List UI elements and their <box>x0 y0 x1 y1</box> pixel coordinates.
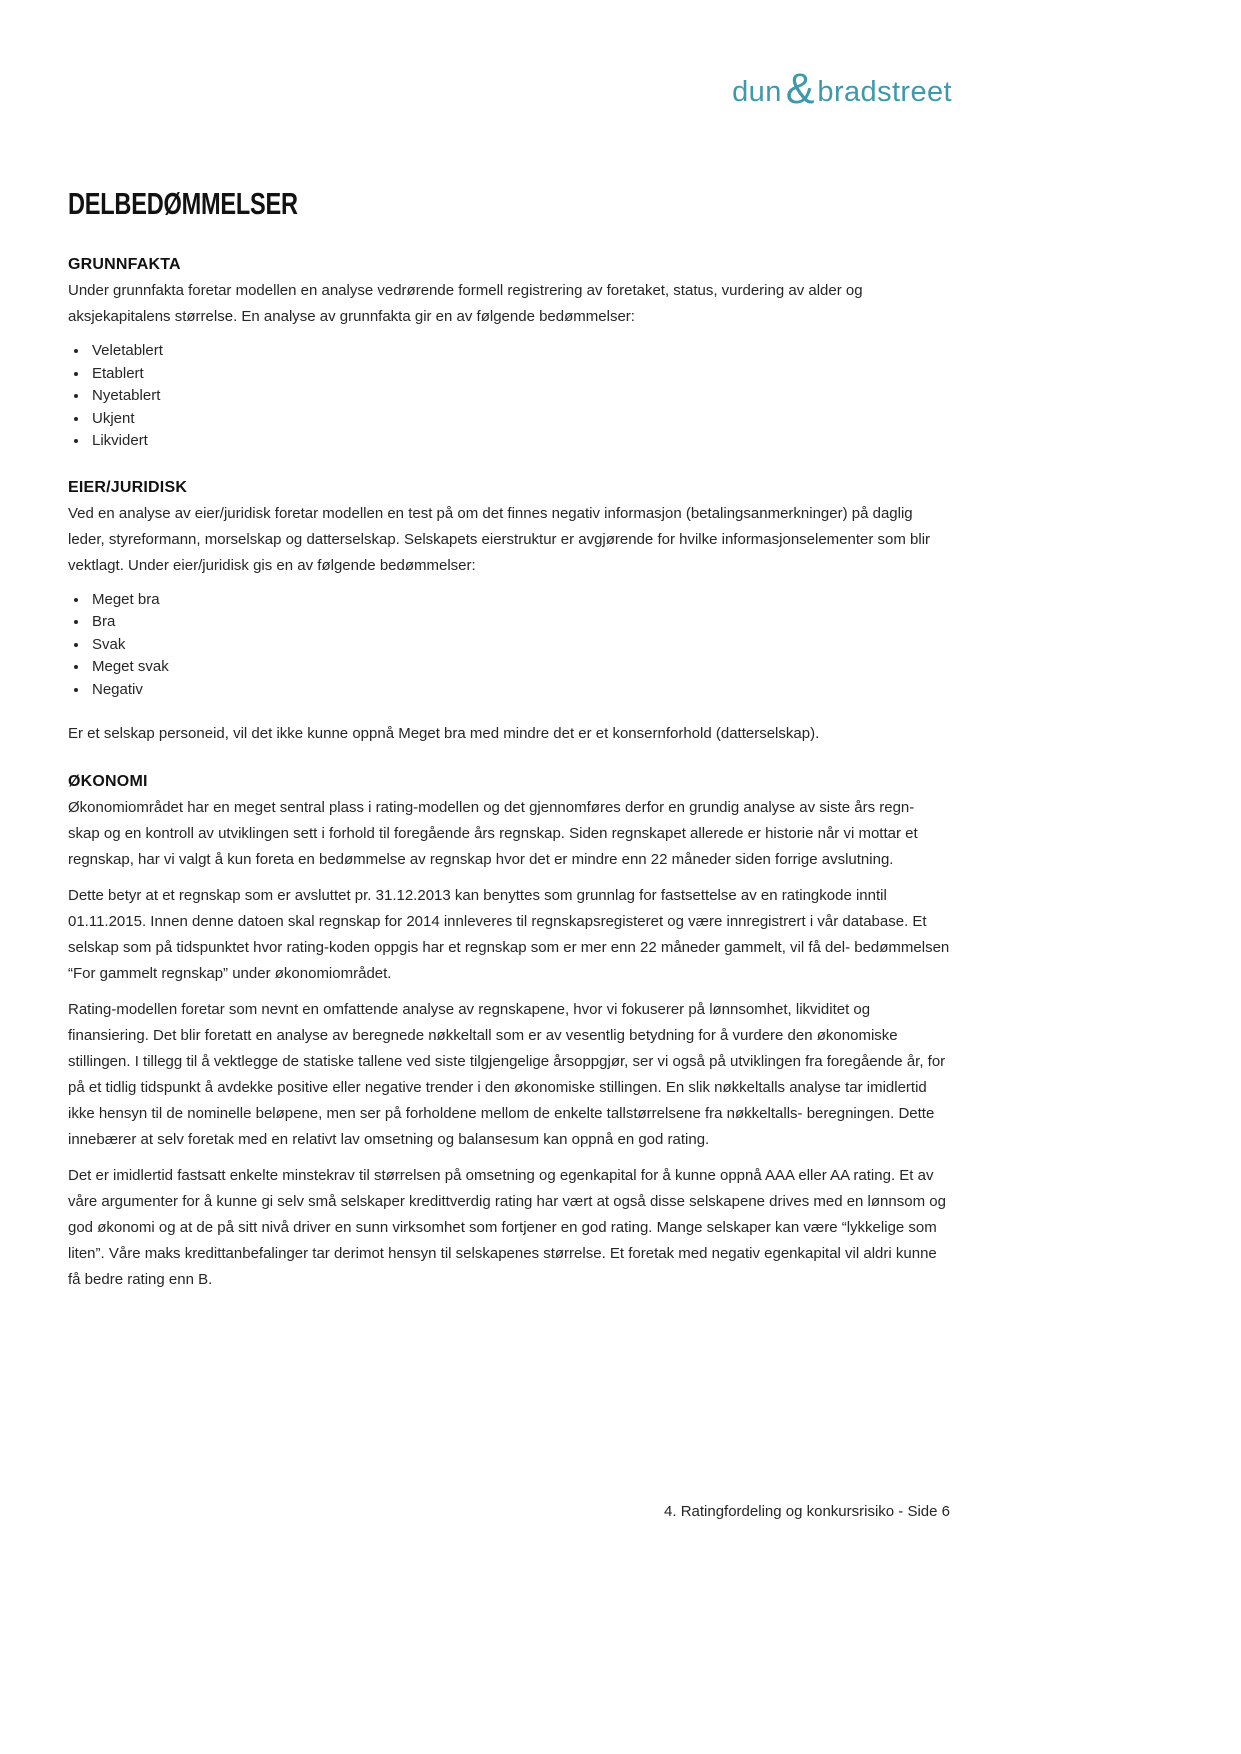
list-item: • Meget bra <box>89 589 950 612</box>
logo-text-bradstreet: bradstreet <box>817 76 952 108</box>
page-title: DELBEDØMMELSER <box>68 186 298 221</box>
paragraph-eier-juridisk-note: Er et selskap personeid, vil det ikke kunne oppnå Meget bra med mindre det er et konsernforhold (datterselskap). <box>68 725 820 742</box>
bullet-list-eier-juridisk <box>68 589 950 702</box>
list-item: • Likvidert <box>89 430 950 453</box>
logo-ampersand-icon: & <box>785 65 815 113</box>
logo-text-dun: dun <box>732 76 782 108</box>
paragraph-eier-juridisk-intro: Ved en analyse av eier/juridisk foretar modellen en test på om det finnes negativ informasjon (betalingsanmerkninger) på daglig leder, styreformann, morselskap og datterselskap. Selskapets eierstruktur er avgjørende for hvilke informasjonselementer som blir vektlagt. Under eier/juridisk gis en av følgende bedømmelser: <box>68 504 931 574</box>
list-item: • Etablert <box>89 363 950 386</box>
paragraph-grunnfakta-intro: Under grunnfakta foretar modellen en analyse vedrørende formell registrering av foretaket, status, vurdering av alder og aksjekapitalens størrelse. En analyse av grunnfakta gir en av følgende bedømmelser: <box>68 282 863 325</box>
bullet-list-grunnfakta <box>68 340 950 453</box>
list-item: • Veletablert <box>89 340 950 363</box>
list-item: • Ukjent <box>89 408 950 431</box>
paragraph-okonomi-2: Dette betyr at et regnskap som er avsluttet pr. 31.12.2013 kan benyttes som grunnlag for fastsettelse av en ratingkode inntil 01.11.2015. Innen denne datoen skal regnskap for 2014 innleveres til regnskapsregisteret og være innregistrert i vår database. Et selskap som på tidspunktet hvor rating-koden oppgis har et regnskap som er mer enn 22 måneder gammelt, vil få del- bedømmelsen “For gammelt regnskap” under økonomiområdet. <box>68 887 950 982</box>
paragraph-okonomi-3: Rating-modellen foretar som nevnt en omfattende analyse av regnskapene, hvor vi fokuserer på lønnsomhet, likviditet og finansiering. Det blir foretatt en analyse av beregnede nøkkeltall som er av vesentlig betydning for å vurdere den økonomiske stillingen. I tillegg til å vektlegge de statiske tallene ved siste tilgjengelige årsoppgjør, ser vi også på utviklingen fra foregående år, for på et tidlig tidspunkt å avdekke positive eller negative trender i den økonomiske stillingen. En slik nøkkeltalls analyse tar imidlertid ikke hensyn til de nominelle beløpene, men ser på forholdene mellom de enkelte tallstørrelsene fra nøkkeltalls- beregningen. Dette innebærer at selv foretak med en relativt lav omsetning og balansesum kan oppnå en god rating. <box>68 1001 946 1148</box>
section-grunnfakta <box>68 252 950 453</box>
list-item: • Negativ <box>89 679 950 702</box>
paragraph-okonomi-4: Det er imidlertid fastsatt enkelte minstekrav til størrelsen på omsetning og egenkapital for å kunne oppnå AAA eller AA rating. Et av våre argumenter for å kunne gi selv små selskaper kredittverdig rating har vært at også disse selskapene drives med en lønnsom og god økonomi og at de på sitt nivå driver en sunn virksomhet som fortjener en god rating. Mange selskaper kan være “lykkelige som liten”. Våre maks kredittanbefalinger tar derimot hensyn til selskapenes størrelse. Et foretak med negativ egenkapital vil aldri kunne få bedre rating enn B. <box>68 1167 946 1288</box>
list-item: • Nyetablert <box>89 385 950 408</box>
document-content <box>68 186 950 1303</box>
paragraph-okonomi-1: Økonomiområdet har en meget sentral plass i rating-modellen og det gjennomføres derfor en grundig analyse av siste års regn- skap og en kontroll av utviklingen sett i forhold til foregående års regnskap. Siden regnskapet allerede er historie når vi mottar et regnskap, har vi valgt å kun foreta en bedømmelse av regnskap hvor det er mindre enn 22 måneder siden forrige avslutning. <box>68 799 918 868</box>
section-heading-grunnfakta: GRUNNFAKTA <box>68 256 181 273</box>
page-footer: 4. Ratingfordeling og konkursrisiko - Side 6 <box>664 1503 950 1520</box>
list-item: • Bra <box>89 611 950 634</box>
section-heading-eier-juridisk: EIER/JURIDISK <box>68 478 188 496</box>
section-okonomi <box>68 769 950 1293</box>
list-item: • Svak <box>89 634 950 657</box>
section-heading-okonomi: ØKONOMI <box>68 773 148 790</box>
section-eier-juridisk <box>68 475 950 748</box>
dun-bradstreet-logo <box>732 65 952 113</box>
list-item: • Meget svak <box>89 656 950 679</box>
